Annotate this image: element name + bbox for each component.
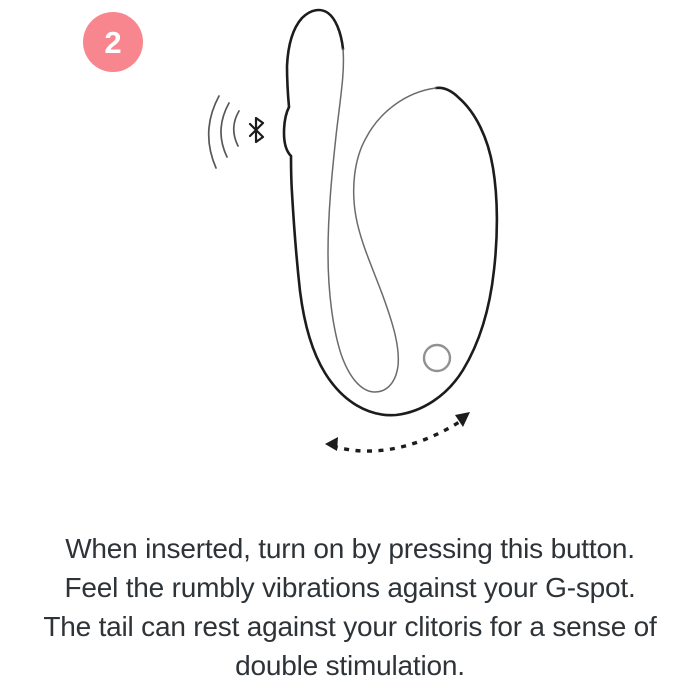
motion-arrow xyxy=(325,412,470,451)
caption-line-4: double stimulation. xyxy=(235,650,465,681)
caption-line-1: When inserted, turn on by pressing this button. xyxy=(65,533,635,564)
wave-arc-middle xyxy=(221,103,229,157)
device-inner-outline xyxy=(328,49,436,392)
bluetooth-icon xyxy=(250,118,263,142)
motion-arrow-arc xyxy=(333,421,461,451)
vibration-waves-icon xyxy=(209,96,239,168)
wave-arc-outer xyxy=(209,96,219,168)
caption xyxy=(0,529,700,685)
step-number: 2 xyxy=(104,25,122,60)
step-badge xyxy=(83,12,143,72)
caption-line-2: Feel the rumbly vibrations against your G-spot. xyxy=(64,572,636,603)
motion-arrow-head-left xyxy=(325,437,338,451)
caption-line-3: The tail can rest against your clitoris for a sense of xyxy=(43,611,657,642)
wave-arc-inner xyxy=(234,111,239,146)
device-outline xyxy=(284,10,497,415)
device-power-button xyxy=(424,345,450,371)
